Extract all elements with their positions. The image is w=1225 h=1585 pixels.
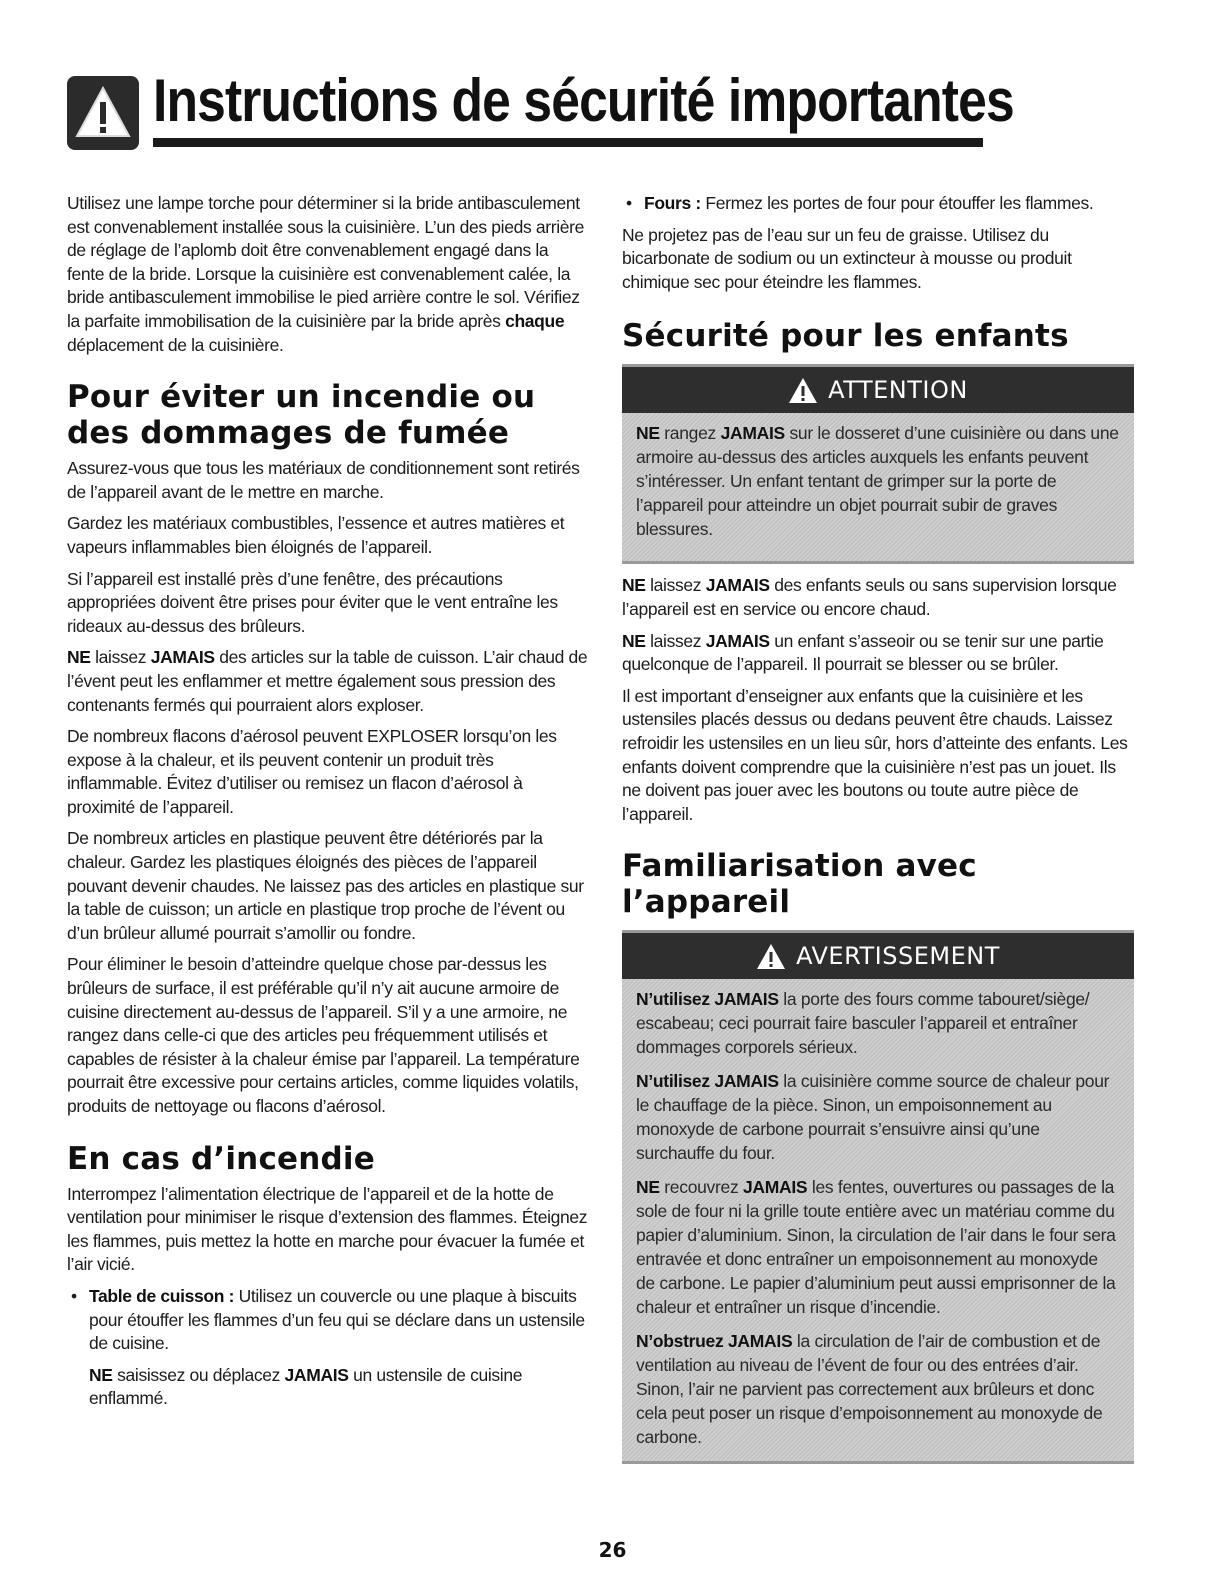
paragraph-window: Si l’appareil est installé près d’une fenêtre, des précautions appropriées doivent être prises pour éviter que le vent entraîne les rideaux au-dessus des brûleurs. bbox=[67, 568, 558, 636]
bullet-cooktop: • Table de cuisson : Utilisez un couvercle ou une plaque à biscuits pour étouffer les flammes d’un feu qui se déclare dans un ustensile de cuisine. bbox=[71, 1285, 585, 1354]
left-column bbox=[67, 192, 589, 1419]
paragraph-children-unsupervised: NE laissez JAMAIS des enfants seuls ou sans supervision lorsque l’appareil est en service ou encore chaud. bbox=[622, 575, 1117, 619]
warning-foil: NE recouvrez JAMAIS les fentes, ouvertures ou passages de la sole de four ni la grille toute entière avec un matériau comme du papier d’aluminium. Sinon, la circulation de l’air dans le four sera entravée et donc entraîner un empoisonnement au monoxyde de carbone. Le papier d’aluminium peut aussi emprisonner de la chaleur et entraîner un risque d’incendie. bbox=[636, 1177, 1116, 1318]
warning-oven-door: N’utilisez JAMAIS la porte des fours comme tabouret/siège/ escabeau; ceci pourrait faire basculer l’appareil et entraîner dommages corporels sérieux. bbox=[636, 989, 1090, 1058]
bullet-marker: • bbox=[71, 1285, 77, 1306]
warning-bar bbox=[622, 933, 1134, 979]
paragraph-aerosol: De nombreux flacons d’aérosol peuvent EXPLOSER lorsqu’on les expose à la chaleur, et ils peuvent contenir un produit très inflammable. Évitez d’utiliser ou remisez un flacon d’aérosol à proximité de l’appareil. bbox=[67, 726, 557, 817]
paragraph-teach-children: Il est important d’enseigner aux enfants que la cuisinière et les ustensiles placés dessus ou dedans peuvent être chauds. Laissez refroidir les ustensiles en un lieu sûr, hors d’atteinte des enfants. Les enfants doivent comprendre que la cuisinière n’est pas un jouet. Ils ne doivent pas jouer avec les boutons ou toute autre pièce de l’appareil. bbox=[622, 685, 1128, 824]
attention-box bbox=[622, 364, 1134, 564]
bullet-marker: • bbox=[626, 193, 632, 213]
warning-space-heating: N’utilisez JAMAIS la cuisinière comme source de chaleur pour le chauffage de la pièce. Sinon, un empoisonnement au monoxyde de carbone pourrait s’ensuivre ainsi qu’une surchauffe du four. bbox=[636, 1071, 1110, 1164]
warning-triangle-icon bbox=[788, 377, 818, 404]
page-title: Instructions de sécurité importantes bbox=[153, 67, 1014, 134]
paragraph-cooktop-items: NE laissez JAMAIS des articles sur la table de cuisson. L’air chaud de l’évent peut les enflammer et mettre également sous pression des contenants fermés qui pourraient alors exploser. bbox=[67, 647, 588, 715]
warning-triangle-icon bbox=[67, 76, 139, 150]
emphasis-chaque: chaque bbox=[505, 310, 565, 331]
right-column bbox=[622, 192, 1134, 1464]
paragraph-combustibles: Gardez les matériaux combustibles, l’essence et autres matières et vapeurs inflammables bien éloignés de l’appareil. bbox=[67, 513, 565, 557]
bullet-ovens: • Fours : Fermez les portes de four pour étouffer les flammes. bbox=[622, 192, 1134, 216]
paragraph-plastics: De nombreux articles en plastique peuvent être détériorés par la chaleur. Gardez les plastiques éloignés des pièces de l’appareil pouvant devenir chaudes. Ne laissez pas des articles en plastique sur la table de cuisson; un article en plastique trop proche de l’évent ou d’un brûleur allumé pourrait s’amollir ou fondre. bbox=[67, 828, 584, 943]
warning-box bbox=[622, 930, 1134, 1464]
heading-fire-prevention: Pour éviter un incendie ou des dommages de fumée bbox=[67, 379, 536, 452]
paragraph-grease-fire: Ne projetez pas de l’eau sur un feu de graisse. Utilisez du bicarbonate de sodium ou un extincteur à mousse ou produit chimique sec pour éteindre les flammes. bbox=[622, 224, 1072, 292]
title-underline bbox=[153, 138, 983, 147]
heading-familiarization: Familiarisation avec l’appareil bbox=[622, 848, 977, 921]
paragraph-cut-power: Interrompez l’alimentation électrique de l’appareil et de la hotte de ventilation pour minimiser le risque d’extension des flammes. Éteignez les flammes, puis mettez la hotte en marche pour évacuer la fumée et l’air vicié. bbox=[67, 1183, 588, 1275]
paragraph-never-move-pan: NE saisissez ou déplacez JAMAIS un ustensile de cuisine enflammé. bbox=[89, 1364, 523, 1409]
paragraph-children-sit: NE laissez JAMAIS un enfant s’asseoir ou se tenir sur une partie quelconque de l’appareil. Il pourrait se blesser ou se brûler. bbox=[622, 630, 1104, 675]
attention-text: NE rangez JAMAIS sur le dosseret d’une cuisinière ou dans une armoire au-dessus des articles auxquels les enfants peuvent s’intéresser. Un enfant tentant de grimper sur la porte de l’appareil pour atteindre un objet pourrait subir de graves blessures. bbox=[636, 423, 1119, 540]
page-header bbox=[67, 58, 1014, 153]
heading-child-safety: Sécurité pour les enfants bbox=[622, 318, 1069, 355]
warning-label: AVERTISSEMENT bbox=[796, 942, 1000, 971]
page-number: 26 bbox=[598, 1538, 627, 1562]
heading-in-case-of-fire: En cas d’incendie bbox=[67, 1140, 375, 1177]
paragraph-packaging: Assurez-vous que tous les matériaux de conditionnement sont retirés de l’appareil avant de le mettre en marche. bbox=[67, 458, 580, 502]
attention-label: ATTENTION bbox=[828, 376, 968, 405]
warning-air-flow: N’obstruez JAMAIS la circulation de l’air de combustion et de ventilation au niveau de l’évent de four ou des entrées d’air. Sinon, l’air ne parvient pas correctement aux brûleurs et donc cela peut poser un risque d’empoisonnement au monoxyde de carbone. bbox=[636, 1331, 1103, 1448]
attention-bar bbox=[622, 367, 1134, 413]
paragraph-cabinets: Pour éliminer le besoin d’atteindre quelque chose par-dessus les brûleurs de surface, il est préférable qu’il n’y ait aucune armoire de cuisine directement au-dessus de l’appareil. S’il y a une armoire, ne rangez dans celle-ci que des articles peu fréquemment utilisés et capables de résister à la chaleur émise par l’appareil. La température pourrait être excessive pour certains articles, comme liquides volatils, produits de nettoyage ou flacons d’aérosol. bbox=[67, 954, 580, 1116]
anti-tip-paragraph: Utilisez une lampe torche pour déterminer si la bride antibasculement est convenablement installée sous la cuisinière. L’un des pieds arrière de réglage de l’aplomb doit être convenablement engagé dans la fente de la bride. Lorsque la cuisinière est convenablement calée, la bride antibasculement immobilise le pied arrière contre le sol. Vérifiez la parfaite immobilisation de la cuisinière par la bride après chaque déplacement de la cuisinière. bbox=[67, 193, 584, 355]
warning-triangle-icon bbox=[756, 943, 786, 970]
